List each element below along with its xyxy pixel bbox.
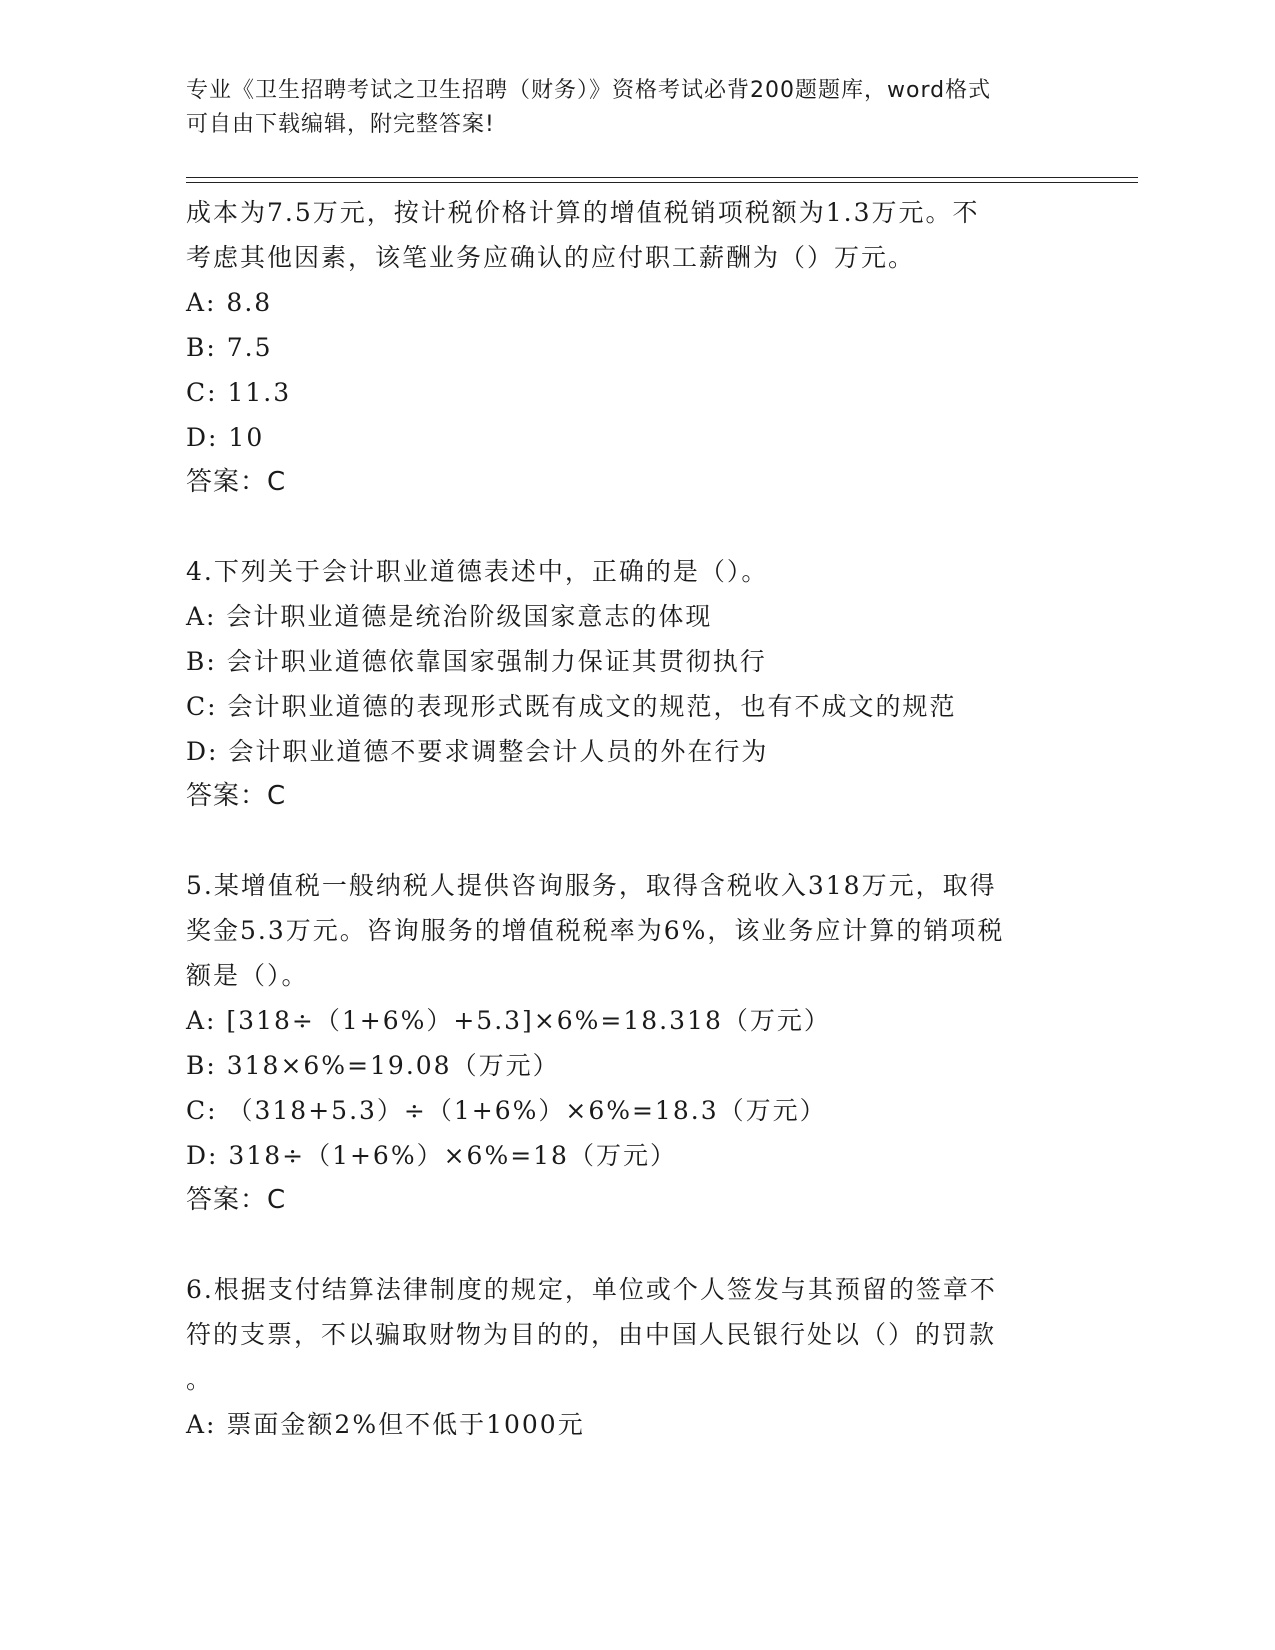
question-4-option-c: C: 会计职业道德的表现形式既有成文的规范，也有不成文的规范 xyxy=(186,692,957,721)
question-5-option-a: A: [318÷（1+6%）+5.3]×6%=18.318（万元） xyxy=(186,1006,831,1035)
header-line-2: 可自由下载编辑，附完整答案! xyxy=(186,112,495,137)
question-4 xyxy=(186,549,1086,819)
question-6-text-line-2: 符的支票，不以骗取财物为目的的，由中国人民银行处以（）的罚款 xyxy=(186,1320,997,1349)
question-5-option-b: B: 318×6%=19.08（万元） xyxy=(186,1051,560,1080)
question-5-text-line-1: 5.某增值税一般纳税人提供咨询服务，取得含税收入318万元，取得 xyxy=(186,871,997,900)
question-5-text-line-3: 额是（）。 xyxy=(186,961,309,990)
question-list xyxy=(186,190,1086,1447)
question-4-option-d: D: 会计职业道德不要求调整会计人员的外在行为 xyxy=(186,737,769,766)
question-6-text-line-3: 。 xyxy=(186,1365,214,1394)
header-divider-bottom xyxy=(186,182,1138,183)
question-4-answer: 答案：C xyxy=(186,781,287,811)
question-3-option-b: B: 7.5 xyxy=(186,333,273,362)
question-5-option-d: D: 318÷（1+6%）×6%=18（万元） xyxy=(186,1141,677,1170)
question-6 xyxy=(186,1267,1086,1447)
header-line-1: 专业《卫生招聘考试之卫生招聘（财务）》资格考试必背200题题库，word格式 xyxy=(186,78,992,103)
spacer xyxy=(186,1223,1086,1267)
question-5-option-c: C: （318+5.3）÷（1+6%）×6%=18.3（万元） xyxy=(186,1096,827,1125)
spacer xyxy=(186,819,1086,863)
document-header xyxy=(186,74,1066,142)
question-3-option-a: A: 8.8 xyxy=(186,288,273,317)
question-5-answer: 答案：C xyxy=(186,1185,287,1215)
header-divider-top xyxy=(186,177,1138,178)
question-5-text-line-2: 奖金5.3万元。咨询服务的增值税税率为6%，该业务应计算的销项税 xyxy=(186,916,1005,945)
question-3-option-c: C: 11.3 xyxy=(186,378,292,407)
question-3-text-line-2: 考虑其他因素，该笔业务应确认的应付职工薪酬为（）万元。 xyxy=(186,243,916,272)
question-3-option-d: D: 10 xyxy=(186,423,265,452)
question-4-text-line-1: 4.下列关于会计职业道德表述中，正确的是（）。 xyxy=(186,557,769,586)
question-6-option-a: A: 票面金额2%但不低于1000元 xyxy=(186,1410,585,1439)
question-4-option-a: A: 会计职业道德是统治阶级国家意志的体现 xyxy=(186,602,713,631)
question-5 xyxy=(186,863,1086,1223)
question-3 xyxy=(186,190,1086,505)
question-4-option-b: B: 会计职业道德依靠国家强制力保证其贯彻执行 xyxy=(186,647,767,676)
question-3-text-line-1: 成本为7.5万元，按计税价格计算的增值税销项税额为1.3万元。不 xyxy=(186,198,980,227)
question-3-answer: 答案：C xyxy=(186,467,287,497)
question-6-text-line-1: 6.根据支付结算法律制度的规定，单位或个人签发与其预留的签章不 xyxy=(186,1275,997,1304)
spacer xyxy=(186,505,1086,549)
